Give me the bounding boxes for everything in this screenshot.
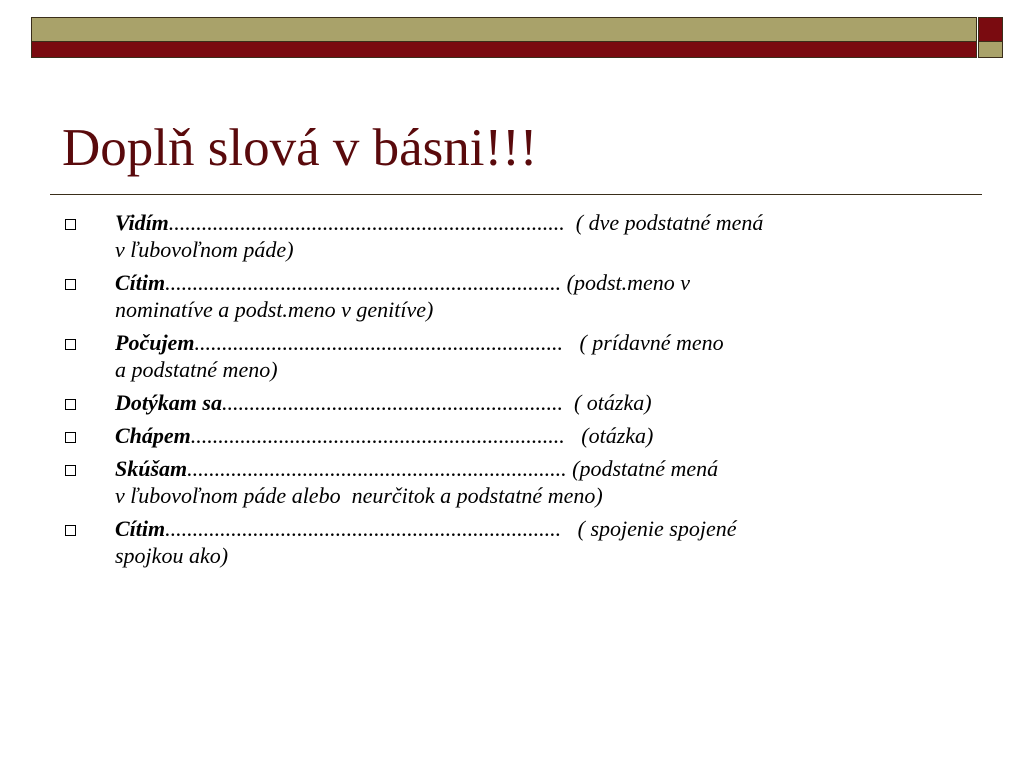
square-bullet-icon xyxy=(65,399,76,410)
slide-title: Doplň slová v básni!!! xyxy=(62,119,538,177)
square-bullet-icon xyxy=(65,432,76,443)
header-square-olive xyxy=(978,42,1003,58)
item-prompt: ........................................................................ (podst.meno v xyxy=(165,270,691,295)
item-lead-word: Počujem xyxy=(115,330,195,355)
header-square-maroon xyxy=(978,17,1003,42)
item-continuation: spojkou ako) xyxy=(115,543,229,568)
item-first-line xyxy=(115,269,962,296)
item-first-line xyxy=(115,389,962,416)
square-bullet-icon xyxy=(65,279,76,290)
square-bullet-icon xyxy=(65,219,76,230)
item-first-line xyxy=(115,515,962,542)
item-prompt: .............................................................. ( otázka) xyxy=(221,390,652,415)
item-lead-word: Chápem xyxy=(115,423,191,448)
item-first-line xyxy=(115,455,962,482)
title-divider xyxy=(50,194,982,195)
item-continuation: v ľubovoľnom páde alebo neurčitok a podstatné meno) xyxy=(115,483,603,508)
item-prompt: ........................................................................ ( dve podstatné mená xyxy=(168,210,764,235)
square-bullet-icon xyxy=(65,525,76,536)
item-continuation: a podstatné meno) xyxy=(115,357,278,382)
item-lead-word: Vidím xyxy=(115,210,169,235)
item-prompt: ........................................................................ ( spojenie spojené xyxy=(165,516,737,541)
list-item xyxy=(62,209,962,263)
list-item xyxy=(62,269,962,323)
item-lead-word: Cítim xyxy=(115,516,166,541)
list-item xyxy=(62,389,962,416)
item-first-line xyxy=(115,422,962,449)
item-lead-word: Skúšam xyxy=(115,456,188,481)
list-item xyxy=(62,515,962,569)
item-first-line xyxy=(115,209,962,236)
square-bullet-icon xyxy=(65,465,76,476)
bullet-list xyxy=(62,209,962,575)
list-item xyxy=(62,455,962,509)
item-lead-word: Dotýkam sa xyxy=(115,390,222,415)
item-prompt: ..................................................................... (podstatné mená xyxy=(187,456,719,481)
item-prompt: .................................................................... (otázka) xyxy=(190,423,654,448)
item-lead-word: Cítim xyxy=(115,270,166,295)
list-item xyxy=(62,329,962,383)
item-continuation: v ľubovoľnom páde) xyxy=(115,237,294,262)
item-continuation: nominatíve a podst.meno v genitíve) xyxy=(115,297,434,322)
item-first-line xyxy=(115,329,962,356)
header-band-maroon xyxy=(31,42,977,58)
header-band-olive xyxy=(31,17,977,42)
item-prompt: ................................................................... ( prídavné meno xyxy=(194,330,724,355)
list-item xyxy=(62,422,962,449)
square-bullet-icon xyxy=(65,339,76,350)
